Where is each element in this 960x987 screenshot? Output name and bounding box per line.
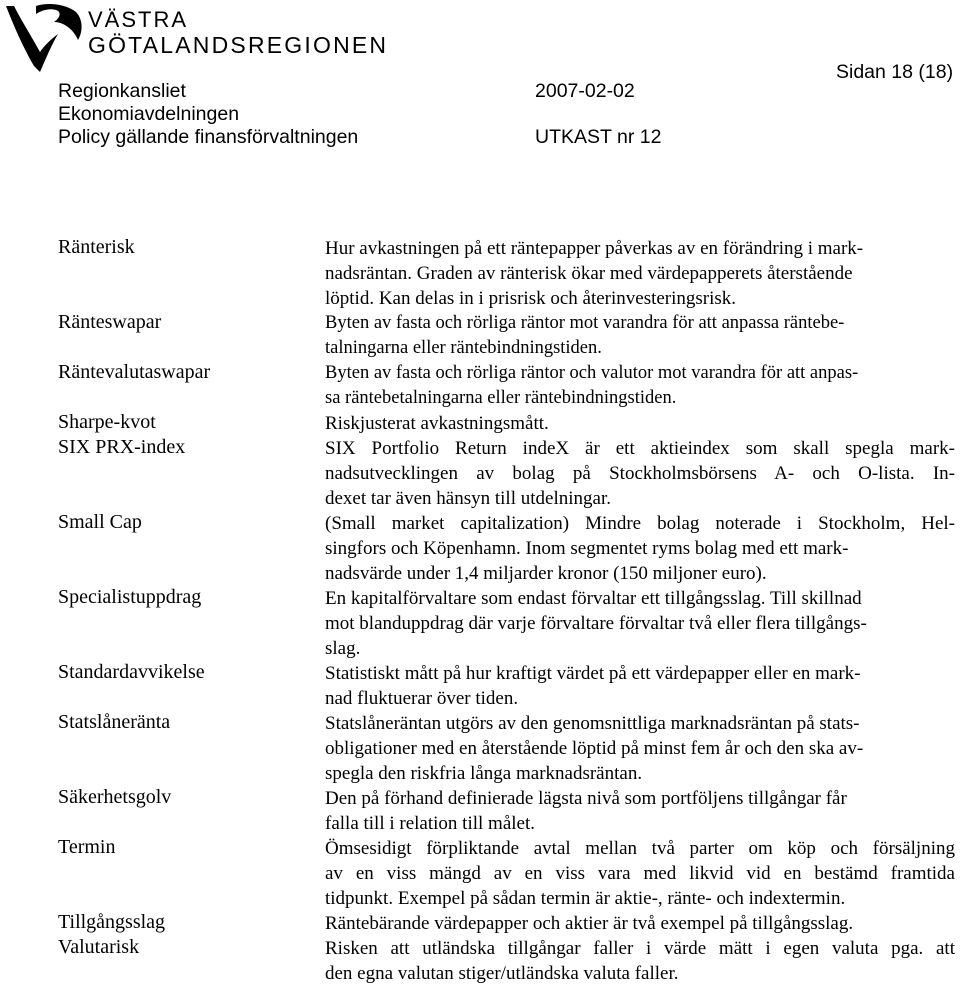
vgr-logo-mark-icon: [0, 0, 86, 76]
glossary-definition: [325, 661, 955, 711]
logo-line-2: GÖTALANDSREGIONEN: [88, 32, 389, 58]
glossary-term: SIX PRX-index: [58, 436, 186, 458]
glossary-term: Räntevalutaswapar: [58, 361, 211, 383]
definition-line: nadsvärde under 1,4 miljarder kronor (150 miljoner euro).: [325, 563, 767, 584]
definition-line: av en viss mängd av en viss vara med likvid vid en bestämd framtida: [325, 863, 955, 884]
definition-line: sa räntebetalningarna eller räntebindningstiden.: [325, 388, 677, 408]
glossary-term: Ränterisk: [58, 236, 135, 258]
definition-line: Byten av fasta och rörliga räntor mot varandra för att anpassa räntebe-: [325, 313, 845, 333]
definition-line: Statslåneräntan utgörs av den genomsnittliga marknadsräntan på stats-: [325, 713, 860, 734]
definition-line: Räntebärande värdepapper och aktier är två exempel på tillgångsslag.: [325, 913, 854, 934]
glossary-definition: [325, 786, 955, 836]
definition-line: den egna valutan stiger/utländska valuta faller.: [325, 963, 679, 984]
glossary-term: Ränteswapar: [58, 311, 162, 333]
glossary-definition: [325, 361, 955, 411]
definition-line: Den på förhand definierade lägsta nivå som portföljens tillgångar får: [325, 788, 847, 809]
glossary-definition: [325, 511, 955, 586]
definition-line: Riskjusterat avkastningsmått.: [325, 413, 549, 434]
vgr-logo: [0, 0, 389, 78]
glossary-term: Termin: [58, 836, 116, 858]
glossary-term: Sharpe-kvot: [58, 411, 156, 433]
document-date: 2007-02-02: [535, 80, 635, 102]
glossary-definition: [325, 436, 955, 511]
glossary-term: Small Cap: [58, 511, 142, 533]
definition-line: slag.: [325, 638, 361, 659]
definition-line: Byten av fasta och rörliga räntor och valutor mot varandra för att anpas-: [325, 363, 859, 383]
definition-line: nadsräntan. Graden av ränterisk ökar med värdepapperets återstående: [325, 263, 853, 284]
definition-line: mot blanduppdrag där varje förvaltare förvaltar två eller flera tillgångs-: [325, 613, 867, 634]
definition-line: Risken att utländska tillgångar faller i värde mätt i egen valuta pga. att: [325, 938, 955, 959]
definition-line: Statistiskt mått på hur kraftigt värdet på ett värdepapper eller en mark-: [325, 663, 861, 684]
definition-line: nad fluktuerar över tiden.: [325, 688, 519, 709]
document-title: Policy gällande finansförvaltningen: [58, 126, 359, 148]
glossary-definition: [325, 836, 955, 911]
glossary-term: Säkerhetsgolv: [58, 786, 172, 808]
glossary-definition: [325, 711, 955, 786]
definition-line: nadsutvecklingen av bolag på Stockholmsbörsens A- och O-lista. In-: [325, 463, 955, 484]
glossary-term: Valutarisk: [58, 936, 140, 958]
glossary-definition: [325, 236, 955, 311]
definition-line: SIX Portfolio Return indeX är ett aktieindex som skall spegla mark-: [325, 438, 955, 459]
page-number: Sidan 18 (18): [836, 61, 954, 83]
glossary-definition: [325, 311, 955, 361]
unit-name: Ekonomiavdelningen: [58, 103, 240, 125]
glossary-term: Standardavvikelse: [58, 661, 205, 683]
definition-line: En kapitalförvaltare som endast förvaltar ett tillgångsslag. Till skillnad: [325, 588, 862, 609]
department-name: Regionkansliet: [58, 80, 186, 102]
logo-line-1: VÄSTRA: [88, 7, 189, 32]
glossary-term: Specialistuppdrag: [58, 586, 202, 608]
glossary-term: Tillgångsslag: [58, 911, 166, 933]
draft-label: UTKAST nr 12: [535, 126, 662, 148]
definition-line: singfors och Köpenhamn. Inom segmentet ryms bolag med ett mark-: [325, 538, 849, 559]
glossary-term: Statslåneränta: [58, 711, 171, 733]
glossary-definition: [325, 911, 955, 936]
definition-line: (Small market capitalization) Mindre bolag noterade i Stockholm, Hel-: [325, 513, 955, 534]
glossary-definition: [325, 586, 955, 661]
glossary-definition: [325, 936, 955, 986]
definition-line: spegla den riskfria långa marknadsräntan.: [325, 763, 643, 784]
definition-line: löptid. Kan delas in i prisrisk och återinvesteringsrisk.: [325, 288, 737, 309]
glossary-definition: [325, 411, 955, 436]
definition-line: talningarna eller räntebindningstiden.: [325, 338, 602, 358]
definition-line: dexet tar även hänsyn till utdelningar.: [325, 488, 611, 509]
definition-line: Hur avkastningen på ett räntepapper påverkas av en förändring i mark-: [325, 238, 864, 259]
definition-line: Ömsesidigt förpliktande avtal mellan två parter om köp och försäljning: [325, 838, 955, 859]
definition-line: obligationer med en återstående löptid på minst fem år och den ska av-: [325, 738, 864, 759]
definition-line: tidpunkt. Exempel på sådan termin är aktie-, ränte- och indextermin.: [325, 888, 846, 909]
definition-line: falla till i relation till målet.: [325, 813, 535, 834]
